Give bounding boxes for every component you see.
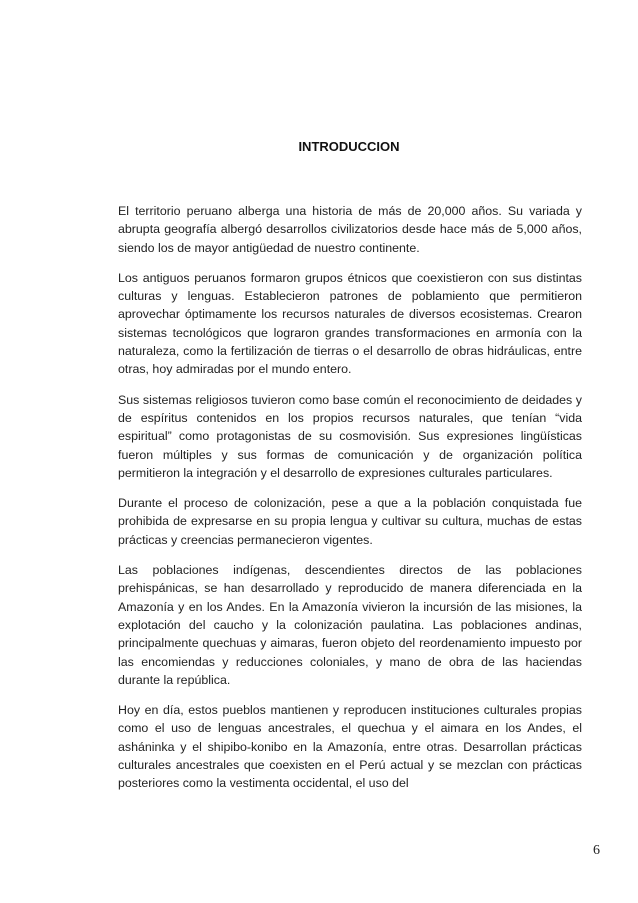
document-body — [118, 202, 582, 805]
page-title: INTRODUCCION — [298, 139, 400, 154]
paragraph-1: El territorio peruano alberga una historia de más de 20,000 años. Su variada y abrupta geografía albergó desarrollos civilizatorios desde hace más de 5,000 años, siendo los de mayor antigüedad de nuestro continente. — [118, 204, 582, 255]
paragraph-5: Las poblaciones indígenas, descendientes directos de las poblaciones prehispánicas, se han desarrollado y reproducido de manera diferenciada en la Amazonía y en los Andes. En la Amazonía vivieron la incursión de las misiones, la explotación del caucho y la colonización paulatina. Las poblaciones andinas, principalmente quechuas y aimaras, fueron objeto del reordenamiento impuesto por las encomiendas y reducciones coloniales, y mano de obra de las haciendas durante la república. — [118, 563, 582, 687]
paragraph-4: Durante el proceso de colonización, pese a que a la población conquistada fue prohibida de expresarse en su propia lengua y cultivar su cultura, muchas de estas prácticas y creencias permanecieron vigentes. — [118, 496, 582, 547]
paragraph-6: Hoy en día, estos pueblos mantienen y reproducen instituciones culturales propias como el uso de lenguas ancestrales, el quechua y el aimara en los Andes, el asháninka y el shipibo-konibo en la Amazonía, entre otras. Desarrollan prácticas culturales ancestrales que coexisten en el Perú actual y se mezclan con prácticas posteriores como la vestimenta occidental, el uso del — [118, 703, 582, 791]
paragraph-2: Los antiguos peruanos formaron grupos étnicos que coexistieron con sus distintas culturas y lenguas. Establecieron patrones de poblamiento que permitieron aprovechar óptimamente los recursos naturales de diversos ecosistemas. Crearon sistemas tecnológicos que lograron grandes transformaciones en armonía con la naturaleza, como la fertilización de tierras o el desarrollo de obras hidráulicas, entre otras, hoy admiradas por el mundo entero. — [118, 270, 582, 377]
page-number: 6 — [593, 843, 600, 858]
paragraph-3: Sus sistemas religiosos tuvieron como base común el reconocimiento de deidades y de espíritus contenidos en los propios recursos naturales, que tenían “vida espiritual” como protagonistas de su cosmovisión. Sus expresiones lingüísticas fueron múltiples y sus formas de comunicación y de organización política permitieron la integración y el desarrollo de expresiones culturales particulares. — [118, 392, 582, 480]
